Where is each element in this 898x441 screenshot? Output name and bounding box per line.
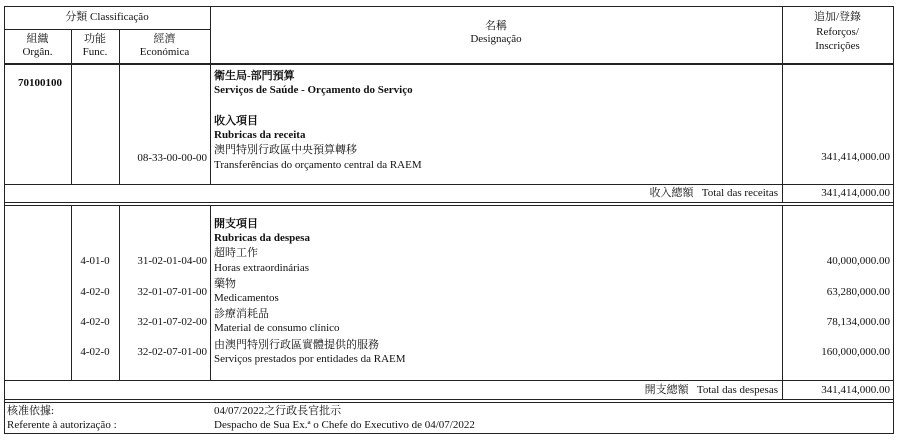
col-sep-func-1 bbox=[71, 65, 72, 184]
organ-header-zh: 組織 bbox=[26, 33, 49, 45]
authorization-top bbox=[4, 402, 894, 403]
amount-header-pt2: Inscrições bbox=[815, 40, 860, 52]
organ-code: 70100100 bbox=[18, 77, 62, 89]
header-bottom-border bbox=[4, 63, 894, 65]
func-header-zh: 功能 bbox=[84, 33, 106, 45]
expense-total-bottom bbox=[4, 399, 894, 400]
revenue-item-name-pt: Transferências do orçamento central da RAEM bbox=[214, 159, 422, 171]
expense-item-amount: 78,134,000.00 bbox=[826, 316, 890, 328]
expense-total-amount: 341,414,000.00 bbox=[821, 384, 890, 396]
expense-total-top bbox=[4, 380, 894, 381]
table-right-border bbox=[893, 6, 894, 434]
table-bottom-border bbox=[4, 433, 894, 434]
func-header-pt: Func. bbox=[82, 46, 108, 58]
col-sep-econ-1 bbox=[119, 65, 120, 184]
expense-item-name-zh: 由澳門特別行政區實體提供的服務 bbox=[214, 339, 379, 351]
classification-header: 分類 Classificação bbox=[65, 11, 149, 23]
expense-item-econ: 32-01-07-02-00 bbox=[137, 316, 207, 328]
col-sep-desig-2 bbox=[210, 205, 211, 380]
col-sep-amount-2 bbox=[782, 205, 783, 400]
expense-item-econ: 31-02-01-04-00 bbox=[137, 255, 207, 267]
designation-header-pt: Designação bbox=[470, 33, 522, 45]
expense-item-name-pt: Horas extraordinárias bbox=[214, 262, 309, 274]
revenue-heading-zh: 收入項目 bbox=[214, 115, 258, 127]
expense-heading-zh: 開支項目 bbox=[214, 218, 258, 230]
expense-item-name-zh: 藥物 bbox=[214, 278, 236, 290]
revenue-item-name-zh: 澳門特別行政區中央預算轉移 bbox=[214, 144, 357, 156]
authorization-label-zh: 核准依據: bbox=[7, 405, 55, 417]
amount-header-zh: 追加/登錄 bbox=[813, 11, 862, 23]
authorization-label-pt: Referente à autorização : bbox=[7, 419, 117, 431]
expense-item-amount: 63,280,000.00 bbox=[826, 286, 890, 298]
expense-section-top bbox=[4, 205, 894, 206]
revenue-item-econ: 08-33-00-00-00 bbox=[137, 152, 207, 164]
expense-item-name-zh: 診療消耗品 bbox=[214, 308, 269, 320]
authorization-value-pt: Despacho de Sua Ex.ª o Chefe do Executivo de 04/07/2022 bbox=[214, 419, 475, 431]
col-sep-desig-1 bbox=[210, 65, 211, 184]
revenue-total-bottom bbox=[4, 202, 894, 203]
expense-item-name-pt: Serviços prestados por entidades da RAEM bbox=[214, 353, 406, 365]
amount-header-pt1: Reforços/ bbox=[816, 26, 859, 38]
expense-heading-pt: Rubricas da despesa bbox=[214, 232, 310, 244]
expense-item-econ: 32-02-07-01-00 bbox=[137, 346, 207, 358]
table-left-border bbox=[4, 6, 5, 434]
classification-divider bbox=[4, 29, 210, 30]
expense-item-amount: 40,000,000.00 bbox=[826, 255, 890, 267]
designation-header-zh: 名稱 bbox=[485, 20, 507, 32]
expense-item-name-pt: Medicamentos bbox=[214, 292, 279, 304]
revenue-total-top bbox=[4, 184, 894, 185]
expense-item-func: 4-02-0 bbox=[80, 286, 110, 298]
revenue-total-label: 收入總額 Total das receitas bbox=[649, 187, 778, 199]
service-title-zh: 衛生局-部門預算 bbox=[214, 70, 295, 82]
expense-item-name-pt: Material de consumo clínico bbox=[214, 322, 340, 334]
table-top-border bbox=[4, 6, 894, 7]
organ-header-pt: Orgân. bbox=[22, 46, 53, 58]
expense-item-name-zh: 超時工作 bbox=[214, 247, 258, 259]
expense-total-label: 開支總額 Total das despesas bbox=[644, 384, 778, 396]
econ-header-zh: 經濟 bbox=[153, 33, 176, 45]
revenue-total-amount: 341,414,000.00 bbox=[821, 187, 890, 199]
expense-item-func: 4-02-0 bbox=[80, 346, 110, 358]
expense-item-amount: 160,000,000.00 bbox=[821, 346, 890, 358]
revenue-heading-pt: Rubricas da receita bbox=[214, 129, 306, 141]
authorization-value-zh: 04/07/2022之行政長官批示 bbox=[214, 405, 342, 417]
expense-item-econ: 32-01-07-01-00 bbox=[137, 286, 207, 298]
expense-item-func: 4-01-0 bbox=[80, 255, 110, 267]
expense-item-func: 4-02-0 bbox=[80, 316, 110, 328]
service-title-pt: Serviços de Saúde - Orçamento do Serviço bbox=[214, 84, 413, 96]
revenue-item-amount: 341,414,000.00 bbox=[821, 151, 890, 163]
col-sep-amount-1 bbox=[782, 65, 783, 203]
econ-header-pt: Económica bbox=[139, 46, 190, 58]
